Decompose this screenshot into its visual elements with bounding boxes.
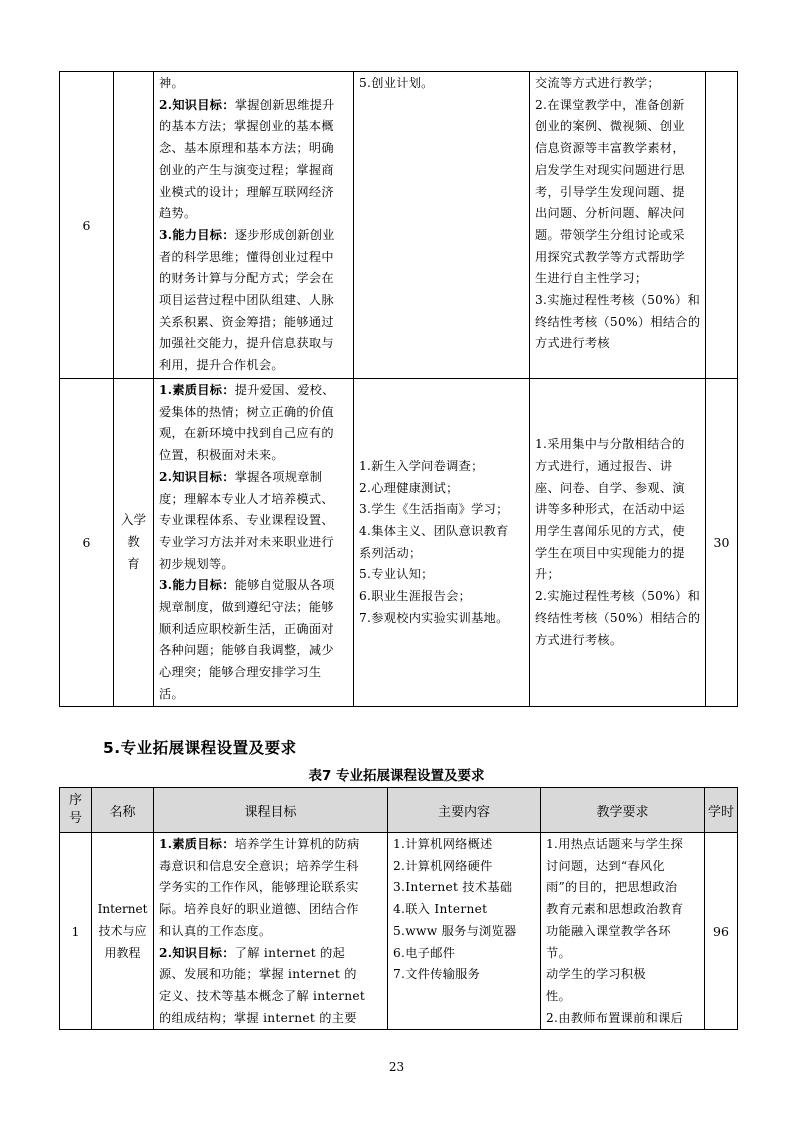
goal-line <box>159 510 348 532</box>
goal-line <box>159 467 348 489</box>
goal-text: 关系积累、资金筹措；能够通过 <box>159 314 334 329</box>
requirement-line: 出问题、分析问题、解决问 <box>535 206 685 221</box>
row-index-cell: 6 <box>60 72 114 379</box>
header-name: 名称 <box>92 788 154 833</box>
hours-cell: 30 <box>706 379 738 707</box>
goal-line <box>159 834 382 856</box>
goal-line <box>159 333 348 355</box>
content-line: 1.计算机网络概述 <box>393 837 493 851</box>
goal-text: 创业的产生与演变过程；掌握商 <box>159 162 334 177</box>
goal-text: 掌握各项规章制 <box>234 469 323 484</box>
requirement-line: 学生在项目中实现能力的提 <box>535 545 685 560</box>
header-content: 主要内容 <box>388 788 541 833</box>
course-name-line: Internet <box>97 902 148 917</box>
page-number: 23 <box>388 1060 405 1074</box>
requirement-line: 2.实施过程性考核（50%）和 <box>535 589 700 604</box>
goal-heading: 1.素质目标： <box>159 837 235 851</box>
section-heading: 5.专业拓展课程设置及要求 <box>103 739 297 757</box>
goal-text: 逐步形成创新创业 <box>234 227 335 242</box>
goal-text: 度；理解本专业人才培养模式、 <box>159 491 334 506</box>
requirement-line: 方式进行，通过报告、讲 <box>535 458 673 473</box>
row-name-cell <box>92 833 154 1030</box>
goal-text: 际。培养良好的职业道德、团结合作 <box>159 902 359 917</box>
requirement-line: 用探究式教学等方式帮助学 <box>535 249 685 264</box>
table-header-row <box>60 788 738 833</box>
table-row <box>60 833 738 1030</box>
requirement-line: 性。 <box>546 988 571 1003</box>
row-index-cell: 6 <box>60 379 114 707</box>
requirement-line: 座、问卷、自学、参观、演 <box>535 480 685 495</box>
goal-text: 源、发展和功能；掌握 internet 的 <box>159 967 357 982</box>
goal-text: 者的科学思维；懂得创业过程中 <box>159 249 334 264</box>
goals-cell <box>154 379 354 707</box>
content-line: 2.心理健康测试； <box>359 480 459 495</box>
requirement-line: 用学生喜闻乐见的方式，使 <box>535 524 685 539</box>
goals-cell <box>154 72 354 379</box>
content-line: 5.创业计划。 <box>359 76 434 90</box>
goal-text: 趋势。 <box>159 206 197 221</box>
header-requirements: 教学要求 <box>541 788 705 833</box>
requirement-line: 讨问题，达到“春风化 <box>546 858 665 873</box>
header-goals: 课程目标 <box>154 788 388 833</box>
goal-line <box>159 640 348 662</box>
goals-cell <box>154 833 388 1030</box>
goal-line <box>159 662 348 684</box>
goal-text: 初步规划等。 <box>159 556 234 571</box>
goal-line <box>159 877 382 899</box>
requirement-line: 终结性考核（50%）相结合的 <box>535 610 700 625</box>
content-line: 6.电子邮件 <box>393 945 456 960</box>
content-line: 2.计算机网络硬件 <box>393 858 493 873</box>
requirement-line: 方式进行考核 <box>535 336 610 351</box>
extension-course-table <box>59 787 738 1030</box>
requirement-line: 启发学生对现实问题进行思 <box>535 162 685 177</box>
goal-line <box>159 986 382 1008</box>
requirement-line: 动学生的学习积极 <box>546 967 646 982</box>
requirements-cell <box>530 379 706 707</box>
requirement-line: 1.采用集中与分散相结合的 <box>535 437 685 452</box>
content-cell <box>388 833 541 1030</box>
table-caption: 表7 专业拓展课程设置及要求 <box>308 768 485 784</box>
requirement-line: 1.用热点话题来与学生探 <box>546 837 684 851</box>
course-name-line: 用教程 <box>104 946 141 961</box>
goal-line <box>159 225 348 247</box>
goal-text: 的财务计算与分配方式；学会在 <box>159 271 334 286</box>
goal-text: 项目运营过程中团队组建、人脉 <box>159 293 334 308</box>
goal-heading: 3.能力目标： <box>159 578 235 593</box>
content-line: 7.参观校内实验实训基地。 <box>359 610 509 625</box>
goal-line <box>159 312 348 334</box>
goal-line <box>159 355 348 377</box>
course-table-continued <box>59 71 738 707</box>
requirement-line: 雨”的目的，把思想政治 <box>546 880 678 895</box>
goal-text: 培养学生计算机的防病 <box>234 837 360 851</box>
hours-cell: 96 <box>705 833 738 1030</box>
goal-line <box>159 899 382 921</box>
content-line: 7.文件传输服务 <box>393 967 481 982</box>
row-name-cell <box>114 379 154 707</box>
goal-text: 定义、技术等基本概念了解 internet <box>159 988 366 1003</box>
requirement-line: 升； <box>535 567 560 582</box>
goal-text: 爱集体的热情；树立正确的价值 <box>159 404 334 419</box>
requirement-line: 教育元素和思想政治教育 <box>546 902 684 917</box>
goal-text: 念、基本原理和基本方法；明确 <box>159 141 334 156</box>
course-name-line: 育 <box>127 556 140 572</box>
requirement-line: 交流等方式进行教学； <box>535 76 660 90</box>
goal-text: 专业课程体系、专业课程设置、 <box>159 513 334 528</box>
content-line: 3.学生《生活指南》学习； <box>359 502 509 517</box>
goal-line <box>159 182 348 204</box>
goal-text: 活。 <box>159 686 184 701</box>
requirement-line: 方式进行考核。 <box>535 632 623 647</box>
goal-text: 和认真的工作态度。 <box>159 923 272 938</box>
goal-text: 规章制度，做到遵纪守法；能够 <box>159 600 334 615</box>
requirement-line: 节。 <box>546 945 571 960</box>
requirements-cell <box>530 72 706 379</box>
goal-heading: 2.知识目标： <box>159 945 235 960</box>
requirement-line: 功能融入课堂教学各环 <box>546 923 671 938</box>
goal-text: 的基本方法；掌握创业的基本概 <box>159 119 334 134</box>
goal-line <box>159 73 348 95</box>
content-line: 4.联入 Internet <box>393 902 488 917</box>
goal-line <box>159 964 382 986</box>
goal-text: 利用，提升合作机会。 <box>159 358 284 373</box>
goal-heading: 3.能力目标： <box>159 227 235 242</box>
course-name-line: 教 <box>127 534 140 550</box>
goal-text: 观，在新环境中找到自己应有的 <box>159 426 334 441</box>
goal-line <box>159 489 348 511</box>
goal-line <box>159 402 348 424</box>
goal-text: 的组成结构；掌握 internet 的主要 <box>159 1010 357 1025</box>
requirement-line: 创业的案例、微视频、创业 <box>535 119 685 134</box>
goal-text: 能够自觉服从各项 <box>234 578 335 593</box>
goal-text: 专业学习方法并对未来职业进行 <box>159 534 334 549</box>
goal-text: 神。 <box>159 76 184 90</box>
content-cell <box>354 379 530 707</box>
goal-line <box>159 138 348 160</box>
goal-text: 了解 internet 的起 <box>234 945 346 960</box>
course-name-line: 入学 <box>120 512 146 528</box>
goal-line <box>159 423 348 445</box>
goal-line <box>159 160 348 182</box>
goal-text: 心理突；能够合理安排学习生 <box>159 665 322 680</box>
content-cell <box>354 72 530 379</box>
goal-line <box>159 856 382 878</box>
goal-line <box>159 532 348 554</box>
table-row <box>60 72 738 379</box>
goal-line <box>159 554 348 576</box>
goal-text: 加强社交能力，提升信息获取与 <box>159 336 334 351</box>
content-line: 系列活动； <box>359 545 422 560</box>
goal-text: 位置，积极面对未来。 <box>159 448 284 463</box>
goal-line <box>159 203 348 225</box>
goal-line <box>159 619 348 641</box>
header-index: 序号 <box>60 788 92 833</box>
row-index-cell: 1 <box>60 833 92 1030</box>
goal-line <box>159 247 348 269</box>
requirement-line: 考，引导学生发现问题、提 <box>535 184 685 199</box>
goal-line <box>159 943 382 965</box>
header-hours: 学时 <box>705 788 738 833</box>
requirement-line: 终结性考核（50%）相结合的 <box>535 314 700 329</box>
goal-text: 业模式的设计；理解互联网经济 <box>159 184 334 199</box>
goal-text: 各种问题；能够自我调整，减少 <box>159 643 334 658</box>
goal-line <box>159 1008 382 1030</box>
goal-heading: 1.素质目标： <box>159 383 235 397</box>
goal-line <box>159 597 348 619</box>
requirement-line: 2.由教师布置课前和课后 <box>546 1010 684 1025</box>
requirement-line: 讲等多种形式，在活动中运 <box>535 502 685 517</box>
goal-heading: 2.知识目标： <box>159 97 235 112</box>
goal-line <box>159 380 348 402</box>
goal-text: 掌握创新思维提升 <box>234 97 335 112</box>
goal-line <box>159 445 348 467</box>
goal-text: 学务实的工作作风，能够理论联系实 <box>159 880 359 895</box>
goal-text: 顺利适应职校新生活，正确面对 <box>159 621 334 636</box>
requirement-line: 3.实施过程性考核（50%）和 <box>535 293 700 308</box>
content-line: 3.Internet 技术基础 <box>393 880 513 895</box>
content-line: 1.新生入学问卷调查； <box>359 458 484 473</box>
requirements-cell <box>541 833 705 1030</box>
goal-text: 毒意识和信息安全意识；培养学生科 <box>159 858 359 873</box>
content-line: 5.专业认知； <box>359 567 434 582</box>
goal-heading: 2.知识目标： <box>159 469 235 484</box>
row-name-cell <box>114 72 154 379</box>
content-line: 6.职业生涯报告会； <box>359 589 472 604</box>
content-line: 5.www 服务与浏览器 <box>393 923 517 938</box>
table-row <box>60 379 738 707</box>
hours-cell <box>706 72 738 379</box>
course-name-line: 技术与应 <box>98 924 147 939</box>
requirement-line: 2.在课堂教学中，准备创新 <box>535 97 685 112</box>
goal-line <box>159 268 348 290</box>
goal-line <box>159 921 382 943</box>
goal-line <box>159 95 348 117</box>
goal-line <box>159 116 348 138</box>
goal-line <box>159 575 348 597</box>
requirement-line: 信息资源等丰富教学素材， <box>535 141 685 156</box>
requirement-line: 题。带领学生分组讨论或采 <box>535 227 685 242</box>
content-line: 4.集体主义、团队意识教育 <box>359 524 509 539</box>
goal-text: 提升爱国、爱校、 <box>234 383 335 397</box>
requirement-line: 生进行自主性学习； <box>535 271 648 286</box>
goal-line <box>159 684 348 706</box>
goal-line <box>159 290 348 312</box>
